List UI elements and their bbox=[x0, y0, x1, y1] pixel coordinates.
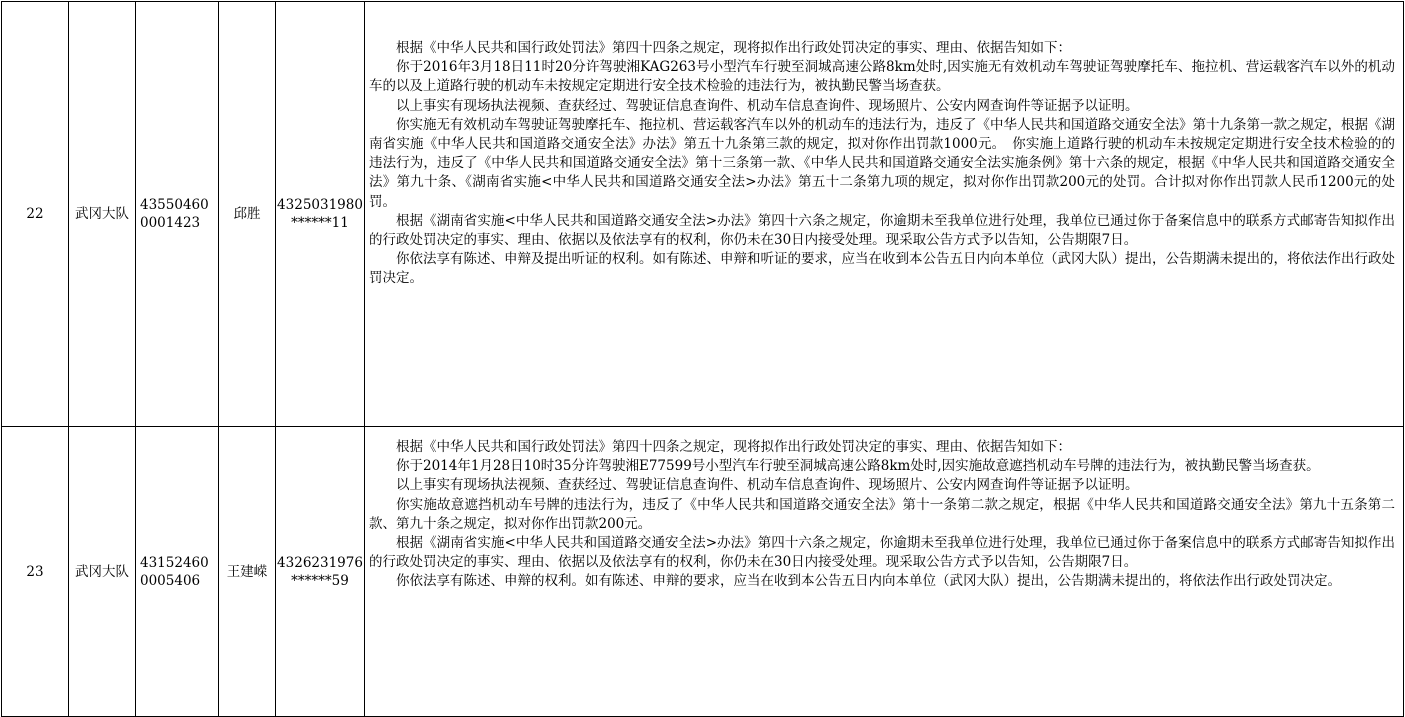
id-number-line: 4325031980 bbox=[277, 197, 363, 213]
notice-paragraph: 以上事实有现场执法视频、查获经过、驾驶证信息查询件、机动车信息查询件、现场照片、公安内网查询件等证据予以证明。 bbox=[396, 477, 1139, 494]
id-number-line: 4326231976 bbox=[277, 554, 363, 571]
table-row bbox=[2, 427, 1404, 717]
unit-name: 武冈大队 bbox=[69, 427, 136, 717]
row-number: 23 bbox=[2, 427, 69, 717]
id-number-line: ******11 bbox=[291, 215, 349, 231]
notice-paragraph: 根据《湖南省实施<中华人民共和国道路交通安全法>办法》第四十六条之规定，你逾期未至我单位进行处理，我单位已通过你于备案信息中的联系方式邮寄告知拟作出的行政处罚决定的事实、理由、依据以及依法享有的权利，你仍未在30日内接受处理。现采取公告方式予以告知，公告期限7日。 bbox=[369, 535, 1395, 571]
document-number-line: 43152460 bbox=[140, 554, 209, 571]
id-number-line: ******59 bbox=[291, 572, 349, 589]
notice-paragraph: 你实施无有效机动车驾驶证驾驶摩托车、拖拉机、营运载客汽车以外的机动车的违法行为，违反了《中华人民共和国道路交通安全法》第十九条第一款之规定，根据《湖南省实施《中华人民共和国道路交通安全法》办法》第五十九条第三款的规定，拟对你作出罚款1000元。 你实施上道路行驶的机动车未按规定定期进行安全技术检验的的违法行为，违反了《中华人民共和国道路交通安全法》第十三条第一款、《中华人民共和国道路交通安全法实施条例》第十六条的规定，根据《中华人民共和国道路交通安全法》第九十条、《湖南省实施<中华人民共和国道路交通安全法>办法》第五十二条第九项的规定，拟对你作出罚款200元的处罚。合计拟对你作出罚款人民币1200元的处罚。 bbox=[369, 116, 1395, 210]
notice-paragraph: 根据《中华人民共和国行政处罚法》第四十四条之规定，现将拟作出行政处罚决定的事实、理由、依据告知如下： bbox=[396, 40, 1071, 56]
document-number bbox=[136, 2, 219, 427]
person-name: 王建嵘 bbox=[219, 427, 276, 717]
document-number-line: 0001423 bbox=[140, 215, 201, 231]
notice-paragraph: 你依法享有陈述、申辩及提出听证的权利。如有陈述、申辩和听证的要求，应当在收到本公告五日内向本单位（武冈大队）提出，公告期满未提出的，将依法作出行政处罚决定。 bbox=[369, 251, 1395, 287]
document-number-line: 0005406 bbox=[140, 572, 201, 589]
notice-paragraph: 你于2016年3月18日11时20分许驾驶湘KAG263号小型汽车行驶至洞城高速公路8km处时,因实施无有效机动车驾驶证驾驶摩托车、拖拉机、营运载客汽车以外的机动车的以及上道路行驶的机动车未按规定定期进行安全技术检验的违法行为，被执勤民警当场查获。 bbox=[369, 59, 1395, 95]
notice-paragraph: 根据《湖南省实施<中华人民共和国道路交通安全法>办法》第四十六条之规定，你逾期未至我单位进行处理，我单位已通过你于备案信息中的联系方式邮寄告知拟作出的行政处罚决定的事实、理由、依据以及依法享有的权利，你仍未在30日内接受处理。现采取公告方式予以告知，公告期限7日。 bbox=[369, 212, 1395, 249]
notice-paragraph: 你依法享有陈述、申辩的权利。如有陈述、申辩的要求，应当在收到本公告五日内向本单位（武冈大队）提出，公告期满未提出的，将依法作出行政处罚决定。 bbox=[396, 573, 1341, 590]
id-number bbox=[276, 2, 365, 427]
notice-paragraph: 你于2014年1月28日10时35分许驾驶湘E77599号小型汽车行驶至洞城高速公路8km处时,因实施故意遮挡机动车号牌的违法行为，被执勤民警当场查获。 bbox=[396, 458, 1320, 475]
unit-name: 武冈大队 bbox=[69, 2, 136, 427]
document-number bbox=[136, 427, 219, 717]
notice-table bbox=[1, 1, 1404, 717]
notice-paragraph: 你实施故意遮挡机动车号牌的违法行为，违反了《中华人民共和国道路交通安全法》第十一条第二款之规定，根据《中华人民共和国道路交通安全法》第九十五条第二款、第九十条之规定，拟对你作出罚款200元。 bbox=[369, 496, 1395, 532]
row-number: 22 bbox=[2, 2, 69, 427]
notice-paragraph: 根据《中华人民共和国行政处罚法》第四十四条之规定，现将拟作出行政处罚决定的事实、理由、依据告知如下： bbox=[396, 439, 1071, 455]
id-number bbox=[276, 427, 365, 717]
notice-paragraph: 以上事实有现场执法视频、查获经过、驾驶证信息查询件、机动车信息查询件、现场照片、公安内网查询件等证据予以证明。 bbox=[396, 97, 1139, 114]
notice-content bbox=[365, 427, 1404, 717]
table-row bbox=[2, 2, 1404, 427]
notice-content bbox=[365, 2, 1404, 427]
document-number-line: 43550460 bbox=[140, 197, 209, 213]
person-name: 邱胜 bbox=[219, 2, 276, 427]
